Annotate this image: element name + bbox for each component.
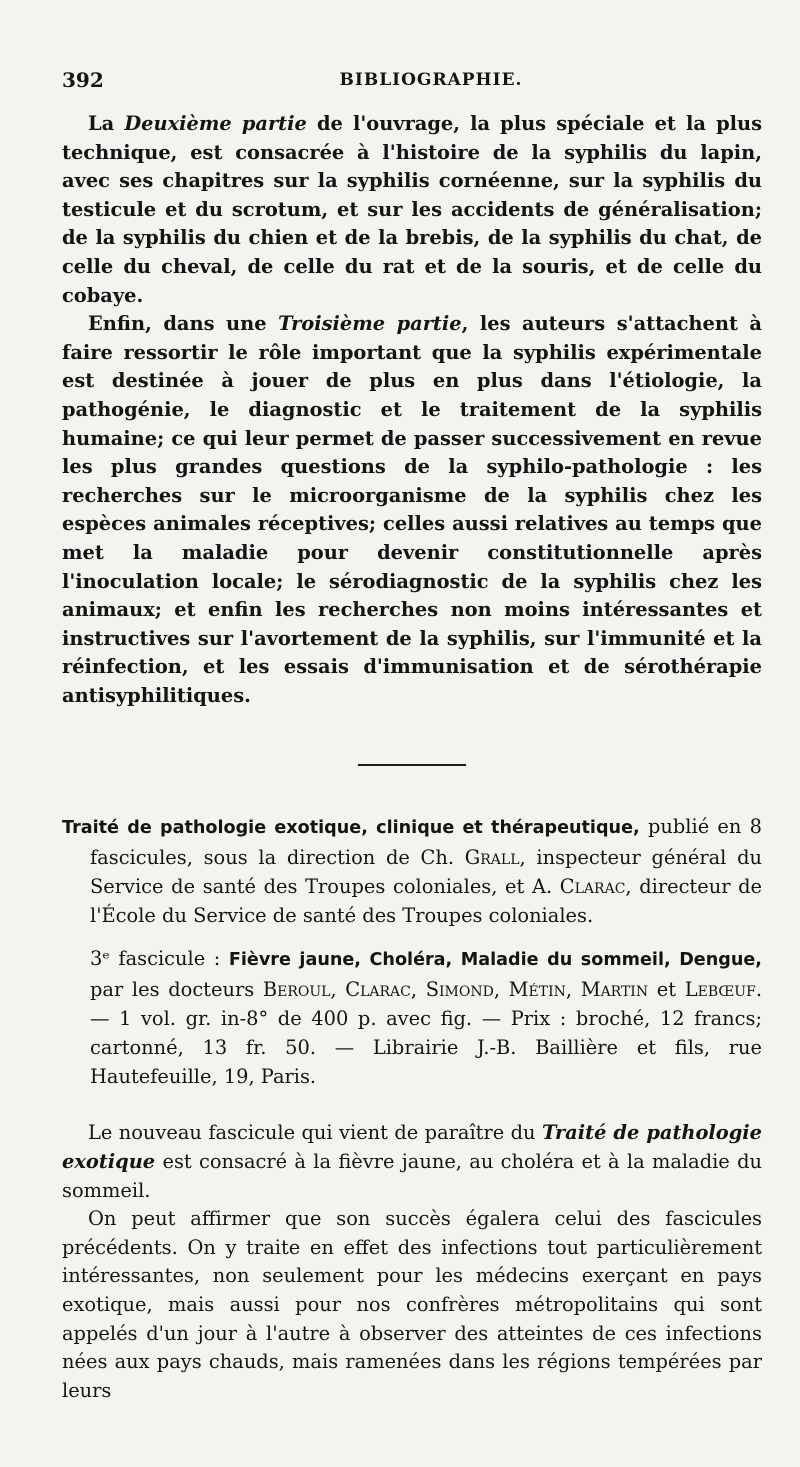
reference-entry: Traité de pathologie exotique, clinique et thérapeutique, publié en 8 fascicules, sous la direction de Ch. Grall, inspecteur général du Service de santé des Troupes coloniales, et A. Clarac, directeur de l'École du Service de santé des Troupes coloniales. <box>62 815 763 928</box>
emphasis-traite: Traité de pathologie exotique <box>62 1121 762 1174</box>
fascicule-last-author: Lebœuf <box>684 978 756 1002</box>
paragraph-deuxieme-partie: La Deuxième partie de l'ouvrage, la plus spéciale et la plus technique, est consacrée à l'histoire de la syphilis du lapin, avec ses chapitres sur la syphilis cornéenne, sur la syphilis du testicule et du scrotum, et sur les accidents de généralisation; de la syphilis du chien et de la brebis, de la syphilis du chat, de celle du cheval, de celle du rat et de la souris, et de celle du cobaye. <box>62 112 763 307</box>
reference-title: Traité de pathologie exotique, clinique et thérapeutique, <box>62 818 640 839</box>
paragraph-succes: On peut affirmer que son succès égalera celui des fascicules précédents. On y traite en effet des infections tout particulièrement intéressantes, non seulement pour les médecins exerçant en pays exotique, mais aussi pour nos confrères métropolitains qui sont appelés d'un jour à l'autre à observer des atteintes de ces infections nées aux pays chauds, mais ramenées dans les régions tempérées par leurs <box>62 1207 762 1402</box>
paragraph-nouveau-fascicule: Le nouveau fascicule qui vient de paraître du Traité de pathologie exotique est consacré à la fièvre jaune, au choléra et à la maladie du sommeil. <box>62 1121 762 1202</box>
paragraph-troisieme-partie: Enfin, dans une Troisième partie, les auteurs s'attachent à faire ressortir le rôle important que la syphilis expérimentale est destinée à jouer de plus en plus dans l'étiologie, la pathogénie, le diagnostic et le traitement de la syphilis humaine; ce qui leur permet de passer successivement en revue les plus grandes questions de la syphilo-pathologie : les recherches sur le microorganisme de la syphilis chez les espèces animales réceptives; celles aussi relatives au temps que met la maladie pour devenir constitutionnelle après l'inoculation locale; le sérodiagnostic de la syphilis chez les animaux; et enfin les recherches non moins intéressantes et instructives sur l'avortement de la syphilis, sur l'immunité et la réinfection, et les essais d'immunisation et de sérothérapie antisyphilitiques. <box>62 312 762 707</box>
emphasis-deuxieme-partie: Deuxième partie <box>124 112 307 135</box>
section-divider <box>358 764 466 766</box>
emphasis-troisieme-partie: Troisième partie <box>278 312 462 336</box>
fascicule-entry: 3ᵉ fascicule : Fièvre jaune, Choléra, Maladie du sommeil, Dengue, par les docteurs Beroul, Clarac, Simond, Métin, Martin et Lebœuf. — 1 vol. gr. in-8° de 400 p. avec fig. — Prix : broché, 12 francs; cartonné, 13 fr. 50. — Librairie J.-B. Baillière et fils, rue Hautefeuille, 19, Paris. <box>90 947 762 1089</box>
editor-clarac: Clarac <box>559 875 626 899</box>
fascicule-subjects: Fièvre jaune, Choléra, Maladie du sommeil, Dengue, <box>228 950 762 971</box>
page-number: 392 <box>62 68 104 92</box>
fascicule-authors: Beroul, Clarac, Simond, Métin, Martin <box>262 978 649 1002</box>
page-body <box>62 110 762 1405</box>
header-title: BIBLIOGRAPHIE. <box>339 70 523 90</box>
editor-grall: Grall <box>464 846 520 870</box>
running-header <box>62 68 760 94</box>
